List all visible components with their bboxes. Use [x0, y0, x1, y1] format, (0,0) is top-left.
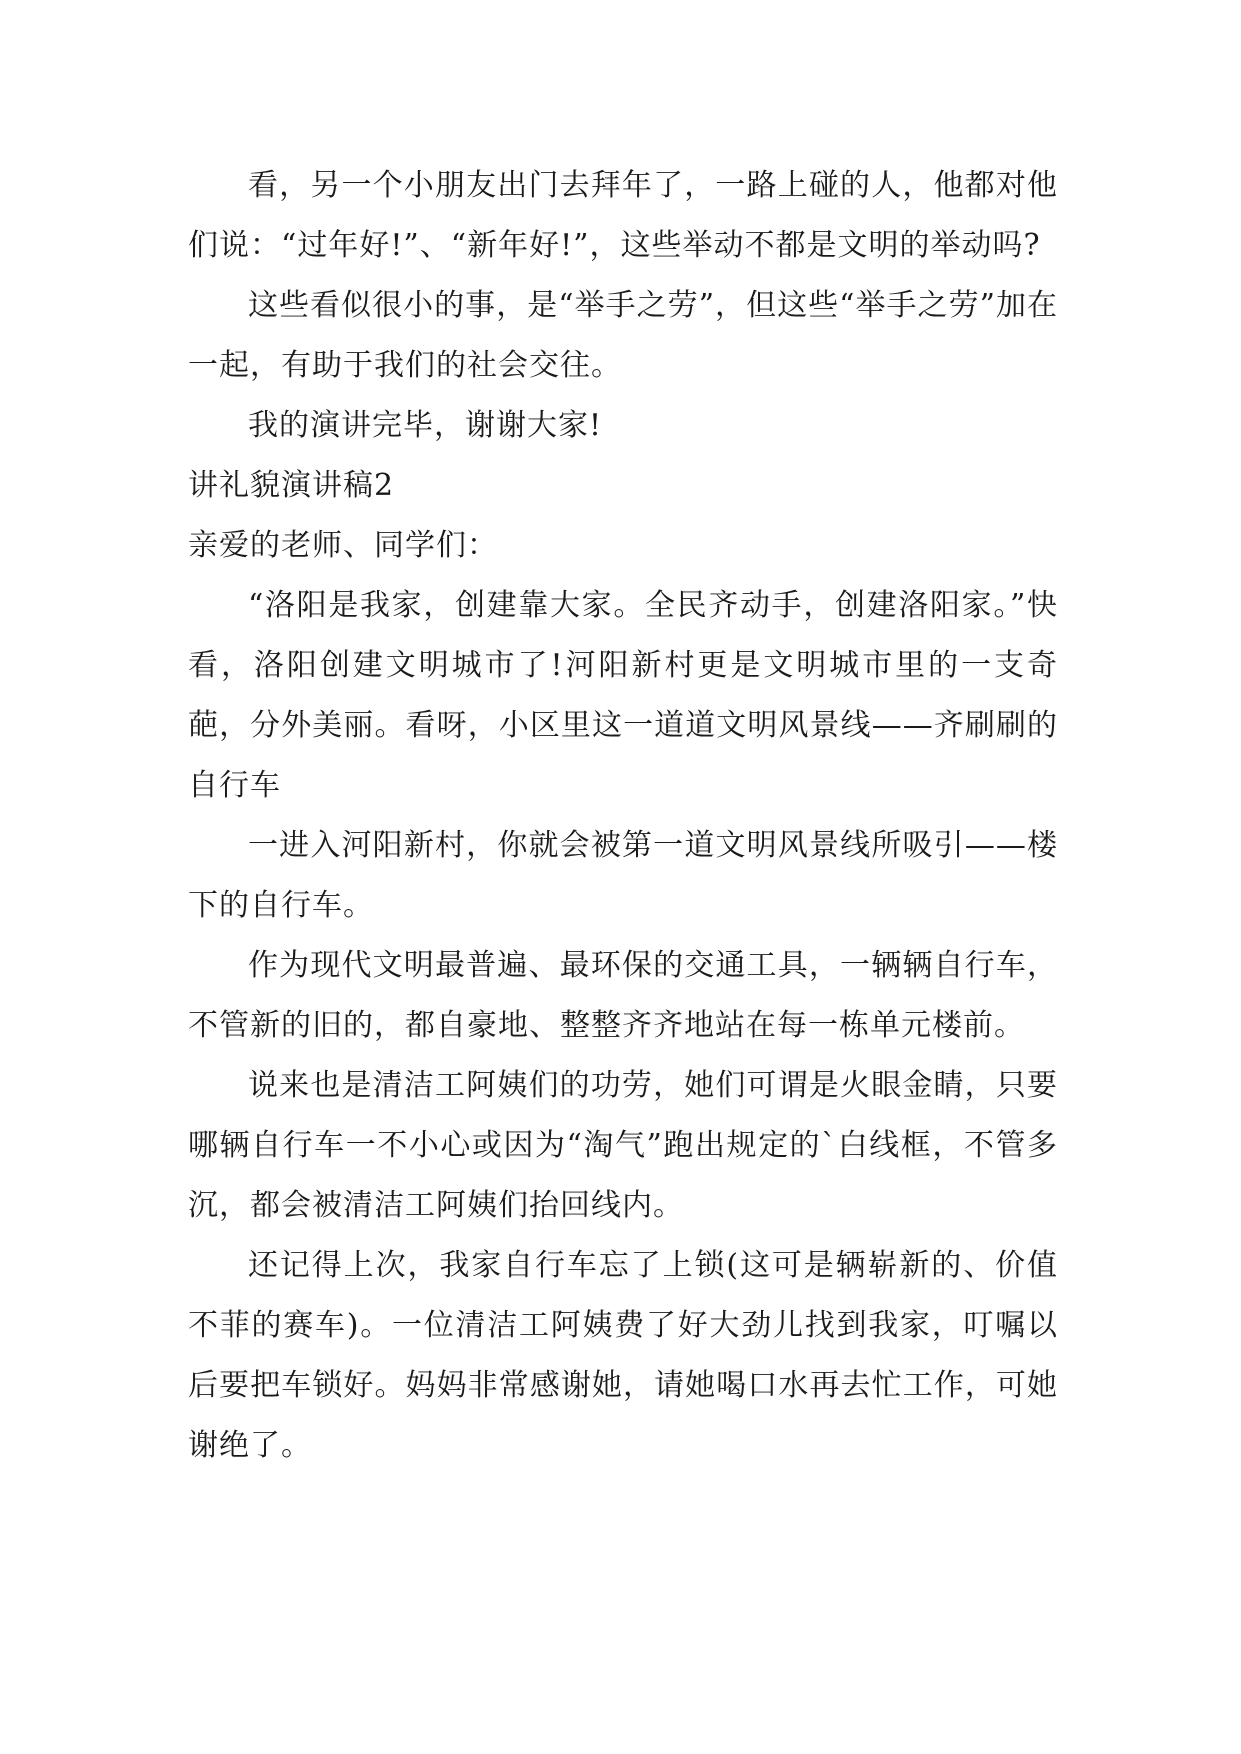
- body-paragraph: 说来也是清洁工阿姨们的功劳，她们可谓是火眼金睛，只要哪辆自行车一不小心或因为“淘气”跑出规定的`白线框，不管多沉，都会被清洁工阿姨们抬回线内。: [188, 1068, 1058, 1223]
- body-paragraph: 这些看似很小的事，是“举手之劳”，但这些“举手之劳”加在一起，有助于我们的社会交往。: [188, 288, 1058, 383]
- document-page: [188, 156, 1058, 1476]
- body-paragraph: 还记得上次，我家自行车忘了上锁(这可是辆崭新的、价值不菲的赛车)。一位清洁工阿姨费了好大劲儿找到我家，叮嘱以后要把车锁好。妈妈非常感谢她，请她喝口水再去忙工作，可她谢绝了。: [188, 1248, 1058, 1463]
- salutation: 亲爱的老师、同学们：: [188, 528, 498, 563]
- body-paragraph: “洛阳是我家，创建靠大家。全民齐动手，创建洛阳家。”快看，洛阳创建文明城市了!河阳新村更是文明城市里的一支奇葩，分外美丽。看呀，小区里这一道道文明风景线——齐刷刷的自行车: [188, 588, 1058, 803]
- body-paragraph: 作为现代文明最普遍、最环保的交通工具，一辆辆自行车，不管新的旧的，都自豪地、整整齐齐地站在每一栋单元楼前。: [188, 948, 1058, 1043]
- body-paragraph: 一进入河阳新村，你就会被第一道文明风景线所吸引——楼下的自行车。: [188, 828, 1058, 923]
- body-paragraph: 看，另一个小朋友出门去拜年了，一路上碰的人，他都对他们说：“过年好!”、“新年好!”，这些举动不都是文明的举动吗?: [188, 168, 1058, 263]
- section-heading: 讲礼貌演讲稿2: [188, 468, 395, 503]
- closing-paragraph: 我的演讲完毕，谢谢大家!: [248, 408, 603, 443]
